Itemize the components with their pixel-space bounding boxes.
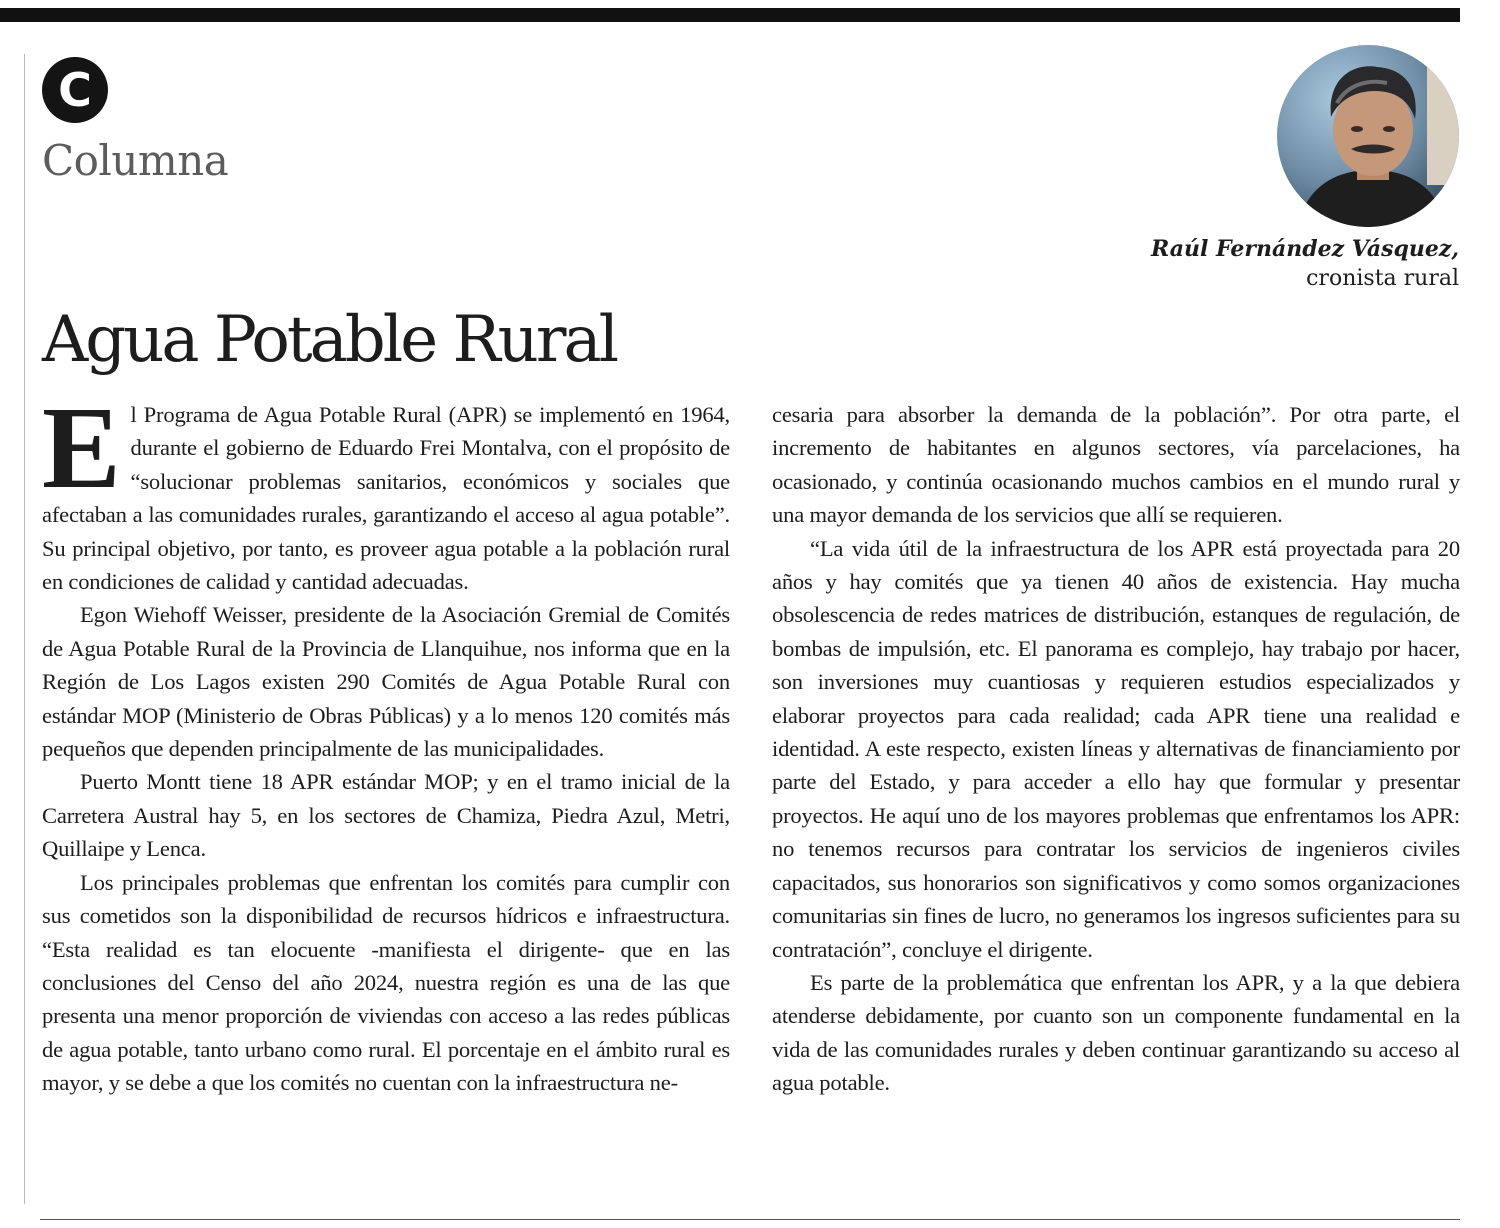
paragraph-6: Es parte de la problemática que enfrentan los APR, y a la que debiera atenderse debidamente, por cuanto son un componente fundamental en la vida de las comunidades rurales y deben continuar garantizando su acceso al agua potable.: [772, 969, 1460, 1096]
paragraph-5: “La vida útil de la infraestructura de los APR está proyectada para 20 años y hay comités que ya tienen 40 años de existencia. Hay mucha obsolescencia de redes matrices de distribución, estanques de regulación, de bombas de impulsión, etc. El panorama es complejo, hay trabajo por hacer, son inversiones muy cuantiosas y requieren estudios especializados y elaborar proyectos para cada realidad; cada APR tiene una realidad e identidad. A este respecto, existen líneas y alternativas de financiamiento por parte del Estado, y para acceder a ello hay que formular y presentar proyectos. He aquí uno de los mayores problemas que enfrentamos los APR: no tenemos recursos para contratar los servicios de ingenieros civiles capacitados, sus honorarios son significativos y como somos organizaciones comunitarias sin fines de lucro, no generamos los ingresos suficientes para su contratación”, concluye el dirigente.: [772, 535, 1460, 962]
bottom-rule: [40, 1219, 1460, 1220]
paragraph-3: Puerto Montt tiene 18 APR estándar MOP; y en el tramo inicial de la Carretera Austral hay 5, en los sectores de Chamiza, Piedra Azul, Metri, Quillaipe y Lenca.: [42, 769, 730, 862]
paragraph-1-text: l Programa de Agua Potable Rural (APR) se implementó en 1964, durante el gobierno de Eduardo Frei Montalva, con el propósito de “solucionar problemas sanitarios, económicos y sociales que afectaban a las comunidades rurales, garantizando el acceso al agua potable”. Su principal objetivo, por tanto, es proveer agua potable a la población rural en condiciones de calidad y cantidad adecuadas.: [42, 402, 730, 595]
top-rule: [0, 8, 1460, 22]
section-badge: C: [42, 57, 108, 123]
paragraph-1: [42, 382, 730, 598]
author-portrait-icon: [1277, 45, 1459, 227]
paragraph-2: Egon Wiehoff Weisser, presidente de la Asociación Gremial de Comités de Agua Potable Rural de la Provincia de Llanquihue, nos informa que en la Región de Los Lagos existen 290 Comités de Agua Potable Rural con estándar MOP (Ministerio de Obras Públicas) y a lo menos 120 comités más pequeños que dependen principalmente de las municipalidades.: [42, 602, 730, 762]
paragraph-4-start: Los principales problemas que enfrentan los comités para cumplir con sus cometidos son la disponibilidad de recursos hídricos e infraestructura. “Esta realidad es tan elocuente -manifiesta el dirigente- que en las conclusiones del Censo del año 2024, nuestra región es una de las que presenta una menor proporción de viviendas con acceso a las redes públicas de agua potable, tanto urbano como rural. El porcentaje en el ámbito rural es mayor, y se debe a que los comités no cuentan con la infraestructura ne-: [42, 869, 730, 1096]
author-role: cronista rural: [1306, 266, 1459, 291]
dropcap: E: [42, 382, 121, 513]
article-column-left: [42, 382, 730, 1100]
article-column-right: [772, 398, 1460, 1100]
article-headline: Agua Potable Rural: [42, 303, 617, 377]
author-name: Raúl Fernández Vásquez,: [1150, 236, 1459, 262]
left-column-rule: [24, 54, 25, 1204]
paragraph-4-continued: cesaria para absorber la demanda de la población”. Por otra parte, el incremento de habitantes en algunos sectores, vía parcelaciones, ha ocasionado, y continúa ocasionando muchos cambios en el mundo rural y una mayor demanda de los servicios que allí se requieren.: [772, 402, 1460, 528]
section-label: Columna: [42, 136, 229, 185]
